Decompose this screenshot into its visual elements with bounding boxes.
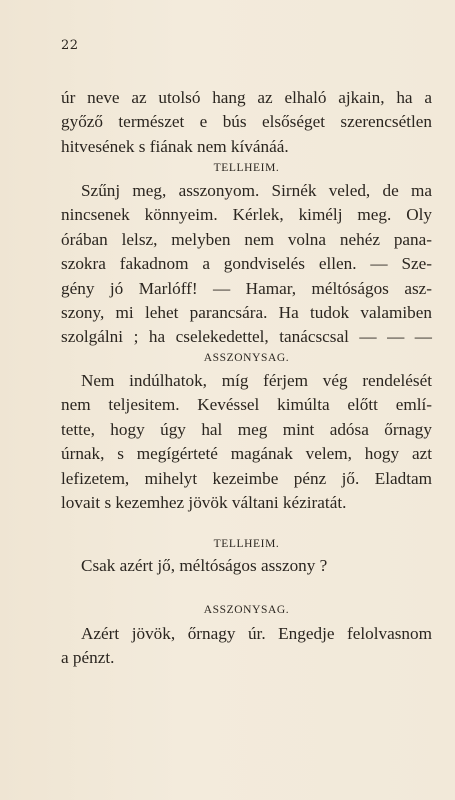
text-line: úr neve az utolsó hang az elhaló ajkain, ha a	[61, 88, 432, 107]
text-line: órában lelsz, melyben nem volna nehéz pana-	[61, 229, 432, 249]
text-line: a pénzt.	[61, 648, 115, 668]
paragraph	[61, 554, 432, 578]
text-line: lovait s kezemhez jövök váltani kéziratát.	[61, 492, 347, 512]
text-line: úrnak, s megígérteté magának velem, hogy azt	[61, 444, 432, 464]
paragraph	[61, 86, 432, 159]
text-line: győző természet e bús elsőséget szerencsétlen	[61, 112, 432, 132]
text-line: nincsenek könnyeim. Kérlek, kimélj meg. Oly	[61, 205, 432, 225]
text-line: Azért jövök, őrnagy úr. Engedje felolvasnom	[81, 624, 432, 643]
text-line: Csak azért jő, méltóságos asszony ?	[81, 556, 328, 575]
text-line: gény jó Marlóff! — Hamar, méltóságos asz-	[61, 278, 432, 298]
text-line: Nem indúlhatok, míg férjem vég rendelését	[81, 371, 432, 390]
text-line: tette, hogy úgy hal meg mint adósa őrnagy	[61, 419, 432, 439]
speaker-name: TELLHEIM.	[213, 538, 280, 550]
paragraph	[61, 622, 432, 671]
speaker-name: ASSZONYSAG.	[203, 604, 290, 616]
page-number: 22	[61, 38, 79, 53]
paragraph	[61, 369, 432, 515]
speaker-name: TELLHEIM.	[213, 162, 280, 174]
text-line: hitvesének s fiának nem kívánáá.	[61, 136, 289, 156]
text-line: szokra fakadnom a gondviselés ellen. — Sze-	[61, 254, 432, 274]
text-line: nem teljesitem. Kevéssel kimúlta előtt emlí-	[61, 395, 432, 415]
text-line: szolgálni ; ha cselekedettel, tanácscsal — — —	[61, 327, 432, 347]
text-line: szony, mi lehet parancsára. Ha tudok valamiben	[61, 302, 432, 322]
paragraph	[61, 179, 432, 350]
speaker-name: ASSZONYSAG.	[203, 352, 290, 364]
text-line: Szűnj meg, asszonyom. Sirnék veled, de ma	[81, 181, 432, 200]
text-line: lefizetem, mihelyt kezeimbe pénz jő. Eladtam	[61, 468, 432, 488]
